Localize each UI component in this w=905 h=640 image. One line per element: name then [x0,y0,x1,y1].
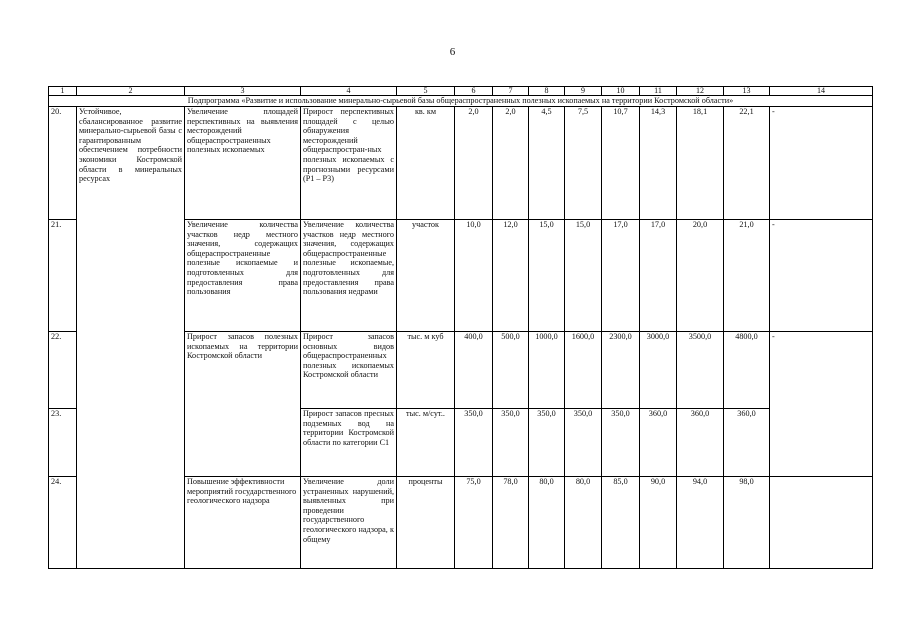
unit-cell: проценты [397,477,455,569]
value-cell: 75,0 [455,477,493,569]
row-number: 20. [49,107,77,220]
indicators-table [48,86,873,569]
header-cell: 3 [185,87,301,96]
note-cell: - [770,107,873,220]
subprogram-title: Подпрограмма «Развитие и использование минерально-сырьевой базы общераспространенных полезных ископаемых на территории Костромской области» [49,96,873,107]
value-cell: 3500,0 [677,332,724,409]
value-cell: 85,0 [602,477,640,569]
value-cell: 10,0 [455,220,493,332]
note-cell [770,477,873,569]
header-cell: 13 [724,87,770,96]
unit-cell: кв. км [397,107,455,220]
value-cell: 94,0 [677,477,724,569]
value-cell: 2300,0 [602,332,640,409]
value-cell: 350,0 [602,409,640,477]
value-cell: 12,0 [493,220,529,332]
value-cell: 14,3 [640,107,677,220]
task-cell: Увеличение количества участков недр местного значения, содержащих общераспространенные полезные ископаемые и подготовленных для предоставления права пользования [185,220,301,332]
value-cell: 4,5 [529,107,565,220]
header-cell: 14 [770,87,873,96]
header-cell: 8 [529,87,565,96]
indicator-cell: Прирост запасов пресных подземных вод на территории Костромской области по категории С1 [301,409,397,477]
table-row [49,107,873,220]
value-cell: 360,0 [724,409,770,477]
note-cell: - [770,220,873,332]
indicator-cell: Прирост перспективных площадей с целью обнаружения месторождений общераспростран-ных полезных ископаемых с прогнозными ресурсами (Р1 – Р3) [301,107,397,220]
value-cell: 17,0 [602,220,640,332]
value-cell: 350,0 [493,409,529,477]
unit-cell: тыс. м/сут.. [397,409,455,477]
value-cell: 22,1 [724,107,770,220]
row-number: 22. [49,332,77,409]
value-cell: 21,0 [724,220,770,332]
task-cell: Увеличение площадей перспективных на выявления месторождений общераспространенных полезных ископаемых [185,107,301,220]
header-row [49,87,873,96]
value-cell: 350,0 [565,409,602,477]
value-cell: 15,0 [565,220,602,332]
value-cell: 90,0 [640,477,677,569]
header-cell: 2 [77,87,185,96]
value-cell: 360,0 [677,409,724,477]
value-cell: 350,0 [529,409,565,477]
value-cell: 500,0 [493,332,529,409]
value-cell: 10,7 [602,107,640,220]
unit-cell: участок [397,220,455,332]
goal-cell: Устойчивое, сбалансированное развитие минерально-сырьевой базы с гарантированным обеспечением потребности экономики Костромской области в минеральных ресурсах [77,107,185,569]
indicator-cell: Увеличение количества участков недр местного значения, содержащих общераспространенные полезные ископаемые, подготовленных для предоставления права пользования недрами [301,220,397,332]
header-cell: 1 [49,87,77,96]
value-cell: 80,0 [565,477,602,569]
value-cell: 360,0 [640,409,677,477]
value-cell: 98,0 [724,477,770,569]
header-cell: 12 [677,87,724,96]
row-number: 21. [49,220,77,332]
indicator-cell: Прирост запасов основных видов общераспространенных полезных ископаемых Костромской области [301,332,397,409]
header-cell: 5 [397,87,455,96]
row-number: 24. [49,477,77,569]
value-cell: 78,0 [493,477,529,569]
value-cell: 350,0 [455,409,493,477]
header-cell: 7 [493,87,529,96]
page-number: 6 [449,46,456,58]
value-cell: 18,1 [677,107,724,220]
indicator-cell: Увеличение доли устраненных нарушений, выявленных при проведении государственного геологического надзора, к общему [301,477,397,569]
value-cell: 3000,0 [640,332,677,409]
value-cell: 4800,0 [724,332,770,409]
value-cell: 80,0 [529,477,565,569]
value-cell: 7,5 [565,107,602,220]
task-cell: Повышение эффективности мероприятий государственного геологического надзора [185,477,301,569]
value-cell: 2,0 [455,107,493,220]
task-cell: Прирост запасов полезных ископаемых на территории Костромской области [185,332,301,477]
row-number: 23. [49,409,77,477]
value-cell: 1600,0 [565,332,602,409]
value-cell: 20,0 [677,220,724,332]
value-cell: 15,0 [529,220,565,332]
header-cell: 6 [455,87,493,96]
header-cell: 4 [301,87,397,96]
unit-cell: тыс. м куб [397,332,455,409]
header-cell: 11 [640,87,677,96]
subprogram-row [49,96,873,107]
value-cell: 400,0 [455,332,493,409]
header-cell: 10 [602,87,640,96]
note-cell: - [770,332,873,477]
value-cell: 2,0 [493,107,529,220]
value-cell: 1000,0 [529,332,565,409]
value-cell: 17,0 [640,220,677,332]
header-cell: 9 [565,87,602,96]
